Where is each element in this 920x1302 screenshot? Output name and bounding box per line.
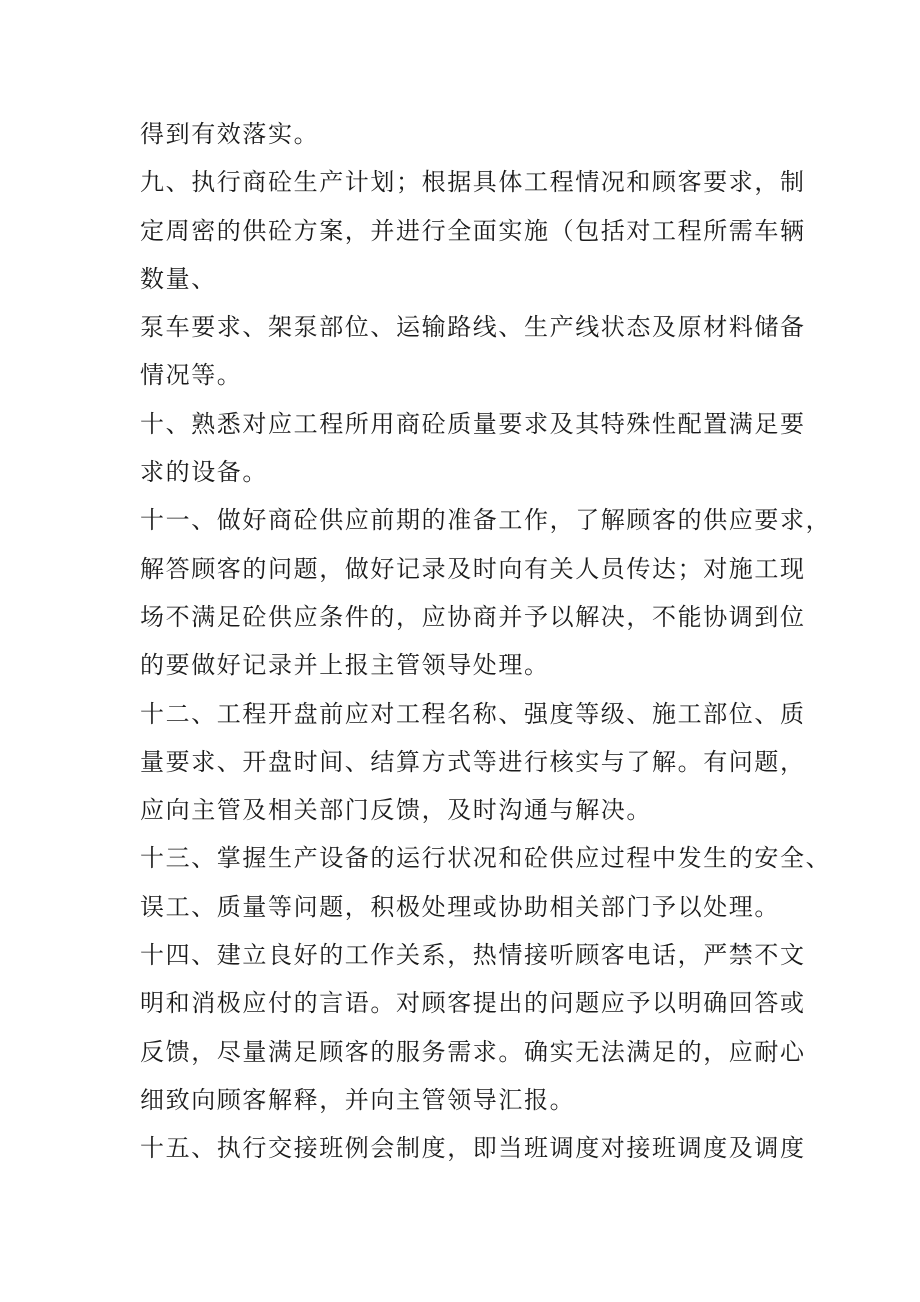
text-line: 情况等。: [140, 361, 243, 390]
text-line: 数量、: [140, 264, 217, 293]
text-line: 应向主管及相关部门反馈，及时沟通与解决。: [140, 796, 652, 825]
text-line: 十、熟悉对应工程所用商砼质量要求及其特殊性配置满足要: [140, 409, 806, 438]
text-line: 得到有效落实。: [140, 120, 320, 148]
text-line: 十一、做好商砼供应前期的准备工作，了解顾客的供应要求，: [140, 506, 832, 535]
text-line: 细致向顾客解释，并向主管领导汇报。: [140, 1085, 576, 1114]
text-line: 反馈，尽量满足顾客的服务需求。确实无法满足的，应耐心: [140, 1037, 806, 1066]
document-body: [140, 110, 832, 1173]
text-line: 定周密的供砼方案，并进行全面实施（包括对工程所需车辆: [140, 216, 806, 245]
text-line: 十三、掌握生产设备的运行状况和砼供应过程中发生的安全、: [140, 844, 832, 873]
text-line: 十二、工程开盘前应对工程名称、强度等级、施工部位、质: [140, 699, 806, 728]
text-line: 十五、执行交接班例会制度，即当班调度对接班调度及调度: [140, 1134, 806, 1163]
text-line: 泵车要求、架泵部位、运输路线、生产线状态及原材料储备: [140, 313, 806, 342]
text-line: 的要做好记录并上报主管领导处理。: [140, 651, 550, 680]
text-line: 量要求、开盘时间、结算方式等进行核实与了解。有问题，: [140, 747, 806, 776]
text-line: 求的设备。: [140, 458, 268, 487]
text-line: 误工、质量等问题，积极处理或协助相关部门予以处理。: [140, 892, 780, 921]
text-line: 明和消极应付的言语。对顾客提出的问题应予以明确回答或: [140, 989, 806, 1018]
text-line: 九、执行商砼生产计划；根据具体工程情况和顾客要求，制: [140, 168, 806, 197]
text-line: 十四、建立良好的工作关系，热情接听顾客电话，严禁不文: [140, 941, 806, 970]
text-line: 场不满足砼供应条件的，应协商并予以解决，不能协调到位: [140, 602, 806, 631]
text-line: 解答顾客的问题，做好记录及时向有关人员传达；对施工现: [140, 554, 806, 583]
